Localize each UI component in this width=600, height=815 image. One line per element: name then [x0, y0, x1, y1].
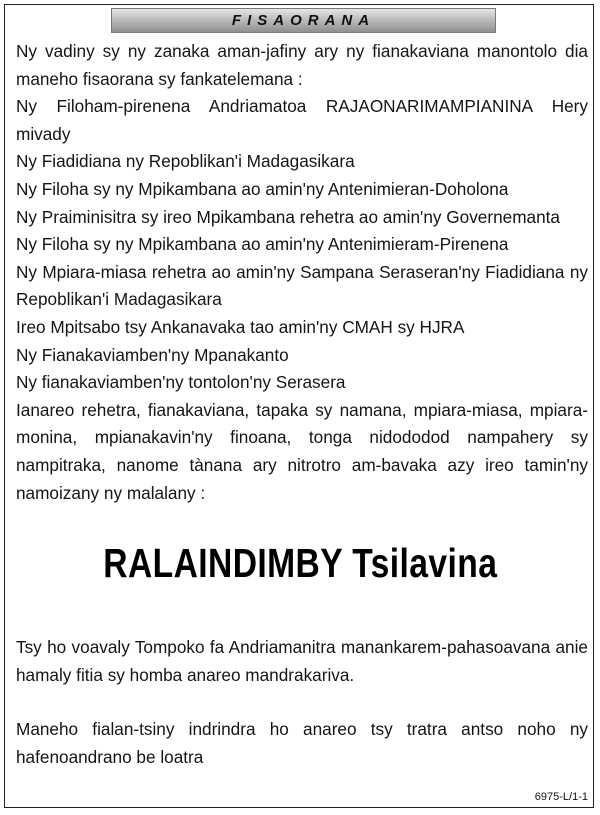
- thanks-presidency: Ny Fiadidiana ny Repoblikan'i Madagasikara: [16, 151, 355, 172]
- deceased-name: RALAINDIMBY Tsilavina: [102, 540, 498, 586]
- deceased-name-block: [0, 540, 600, 587]
- page-title: FISAORANA: [231, 12, 376, 29]
- closing-paragraph-1: [16, 634, 588, 689]
- thanks-president: Ny Filoham-pirenena Andriamatoa RAJAONARIMAMPIANINA Hery mivady: [16, 96, 588, 144]
- thanks-doctors: Ireo Mpitsabo tsy Ankanavaka tao amin'ny CMAH sy HJRA: [16, 316, 465, 337]
- thanks-everyone: Ianareo rehetra, fianakaviana, tapaka sy namana, mpiara-miasa, mpiara-monina, mpianakavin'ny finoana, tonga nidododod nampahery sy nampitraka, nanome tànana ary nitrotro am-bavaka azy ireo tamin'ny namoizany ny malalany :: [16, 399, 588, 503]
- closing-paragraph-2: [16, 716, 588, 771]
- closing-text-2: Maneho fialan-tsiny indrindra ho anareo tsy tratra antso noho ny hafenoandrano be loatra: [16, 719, 588, 767]
- thanks-media: Ny fianakaviamben'ny tontolon'ny Serasera: [16, 372, 346, 393]
- thanks-artists: Ny Fianakaviamben'ny Mpanakanto: [16, 344, 289, 365]
- thanks-senate: Ny Filoha sy ny Mpikambana ao amin'ny Antenimieran-Doholona: [16, 178, 509, 199]
- closing-text-1: Tsy ho voavaly Tompoko fa Andriamanitra manankarem-pahasoavana anie hamaly fitia sy homba anareo mandrakariva.: [16, 637, 588, 685]
- header-banner: [111, 8, 496, 33]
- thanks-communication-staff: Ny Mpiara-miasa rehetra ao amin'ny Sampana Seraseran'ny Fiadidiana ny Repoblikan'i Madagasikara: [16, 261, 588, 310]
- thanks-national-assembly: Ny Filoha sy ny Mpikambana ao amin'ny Antenimieram-Pirenena: [16, 234, 509, 255]
- acknowledgement-list: [16, 38, 588, 507]
- thanks-government: Ny Praiminisitra sy ireo Mpikambana rehetra ao amin'ny Governemanta: [16, 206, 560, 227]
- intro-line: Ny vadiny sy ny zanaka aman-jafiny ary ny fianakaviana manontolo dia maneho fisaorana sy fankatelemana :: [16, 41, 588, 89]
- reference-code: 6975-L/1-1: [534, 791, 588, 803]
